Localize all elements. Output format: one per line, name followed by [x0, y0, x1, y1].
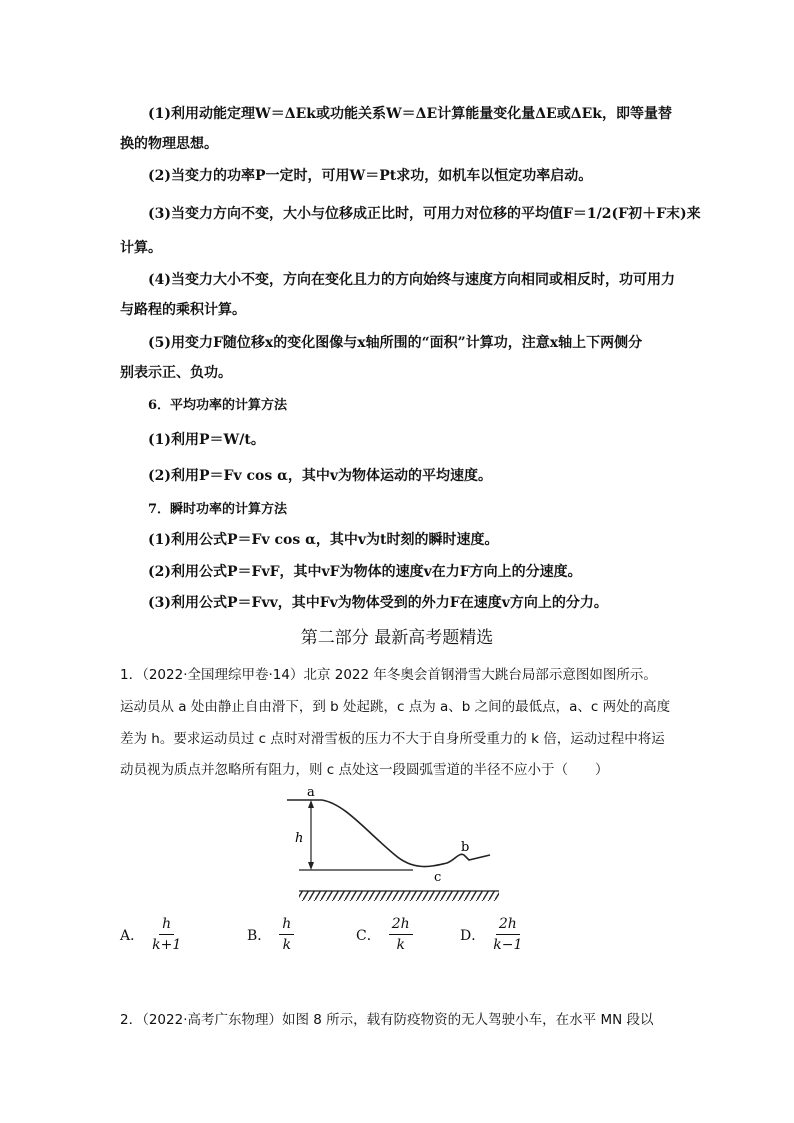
option-c-fraction [389, 915, 413, 954]
option-a[interactable] [120, 915, 181, 954]
heading-6: 6．平均功率的计算方法 [148, 398, 288, 413]
para-1-line-1: (1)利用动能定理W＝ΔEk或功能关系W＝ΔE计算能量变化量ΔE或ΔEk，即等量替 [148, 106, 672, 122]
question-1-line-4: 动员视为质点并忽略所有阻力，则 c 点处这一段圆弧雪道的半径不应小于（ ） [120, 762, 609, 778]
ski-jump-diagram [285, 780, 510, 914]
option-d-denominator: k−1 [493, 937, 523, 953]
height-arrow-head-bottom [308, 862, 314, 870]
option-b[interactable] [247, 915, 294, 954]
option-a-denominator: k+1 [152, 937, 182, 953]
option-b-denominator: k [282, 937, 292, 953]
heading-6-item-1: (1)利用P＝W/t。 [148, 432, 265, 448]
label-c: c [434, 870, 442, 885]
option-c-denominator: k [396, 937, 405, 953]
heading-7-item-3: (3)利用公式P＝Fvv，其中Fv为物体受到的外力F在速度v方向上的分力。 [148, 595, 608, 611]
para-4-line-2: 与路程的乘积计算。 [120, 302, 246, 318]
question-2-line-1: 2．（2022·高考广东物理）如图 8 所示，载有防疫物资的无人驾驶小车，在水平 MN 段以 [120, 1012, 654, 1028]
option-d-numerator: 2h [496, 915, 520, 935]
option-a-fraction [152, 915, 181, 954]
label-a: a [307, 785, 315, 800]
label-b: b [461, 840, 470, 855]
option-b-fraction [279, 915, 294, 954]
option-d[interactable] [460, 915, 522, 954]
label-h: h [295, 831, 304, 846]
option-c-label: C． [356, 927, 381, 944]
option-c[interactable] [356, 915, 413, 954]
heading-7-item-2: (2)利用公式P＝FvF，其中vF为物体的速度v在力F方向上的分速度。 [148, 564, 582, 580]
para-5-line-2: 别表示正、负功。 [120, 365, 232, 381]
question-1-line-2: 运动员从 a 处由静止自由滑下，到 b 处起跳，c 点为 a、b 之间的最低点，a、c 两处的高度 [120, 699, 671, 715]
para-1-line-2: 换的物理思想。 [120, 136, 218, 152]
option-d-fraction [493, 915, 522, 954]
option-a-label: A． [120, 927, 145, 944]
section-title: 第二部分 最新高考题精选 [300, 628, 494, 648]
para-5-line-1: (5)用变力F随位移x的变化图像与x轴所围的“面积”计算功，注意x轴上下两侧分 [148, 335, 643, 351]
para-4-line-1: (4)当变力大小不变，方向在变化且力的方向始终与速度方向相同或相反时，功可用力 [148, 272, 675, 288]
para-2: (2)当变力的功率P一定时，可用W＝Pt求功，如机车以恒定功率启动。 [148, 168, 593, 184]
option-b-label: B． [247, 927, 272, 944]
heading-7: 7．瞬时功率的计算方法 [148, 502, 288, 517]
option-a-numerator: h [159, 915, 174, 935]
heading-6-item-2: (2)利用P＝Fv cos α，其中v为物体运动的平均速度。 [148, 468, 492, 484]
option-d-label: D． [460, 927, 486, 944]
slope-curve [322, 800, 490, 867]
option-c-numerator: 2h [389, 915, 413, 935]
height-arrow-head-top [308, 800, 314, 808]
question-1-line-3: 差为 h。要求运动员过 c 点时对滑雪板的压力不大于自身所受重力的 k 倍，运动过程中将运 [120, 731, 665, 747]
para-3-line-1: (3)当变力方向不变，大小与位移成正比时，可用力对位移的平均值F＝1/2(F初＋F末)来 [148, 206, 701, 222]
question-1-line-1: 1．（2022·全国理综甲卷·14）北京 2022 年冬奥会首钢滑雪大跳台局部示意图如图所示。 [120, 667, 657, 683]
para-3-line-2: 计算。 [120, 240, 162, 256]
ground-hatch [299, 891, 499, 901]
heading-7-item-1: (1)利用公式P＝Fv cos α，其中v为t时刻的瞬时速度。 [148, 532, 499, 548]
option-b-numerator: h [279, 915, 294, 935]
